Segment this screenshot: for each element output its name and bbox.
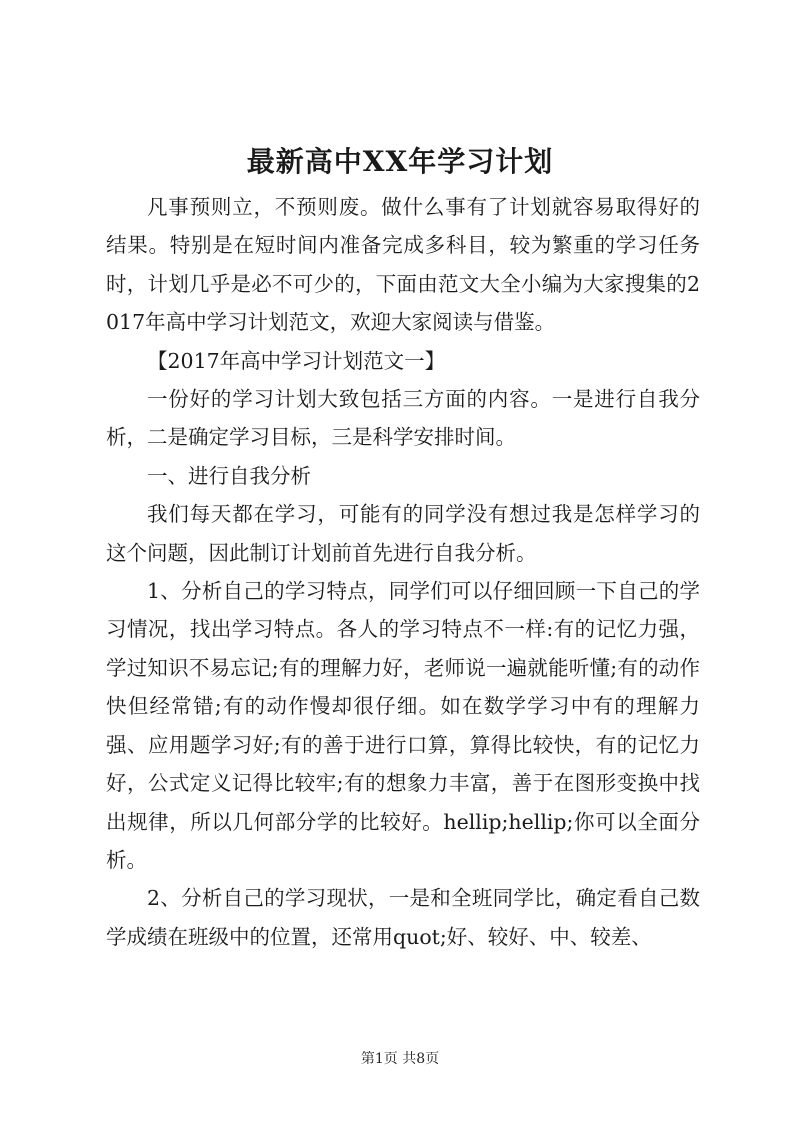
paragraph-intro: 凡事预则立，不预则废。做什么事有了计划就容易取得好的结果。特别是在短时间内准备完成多科目，较为繁重的学习任务时，计划几乎是必不可少的，下面由范文大全小编为大家搜集的2017年高中学习计划范文，欢迎大家阅读与借鉴。: [106, 195, 700, 335]
paragraph-overview: 一份好的学习计划大致包括三方面的内容。一是进行自我分析，二是确定学习目标，三是科学安排时间。: [106, 387, 700, 450]
document-body: [106, 188, 700, 956]
paragraph-self-analysis: 我们每天都在学习，可能有的同学没有想过我是怎样学习的这个问题，因此制订计划前首先进行自我分析。: [106, 502, 700, 565]
document-title: 最新高中XX年学习计划: [246, 145, 554, 178]
paragraph-point-2: 2、分析自己的学习现状，一是和全班同学比，确定看自己数学成绩在班级中的位置，还常用quot;好、较好、中、较差、: [106, 886, 700, 949]
paragraph-point-1: 1、分析自己的学习特点，同学们可以仔细回顾一下自己的学习情况，找出学习特点。各人的学习特点不一样:有的记忆力强，学过知识不易忘记;有的理解力好，老师说一遍就能听懂;有的动作快但经常错;有的动作慢却很仔细。如在数学学习中有的理解力强、应用题学习好;有的善于进行口算，算得比较快，有的记忆力好，公式定义记得比较牢;有的想象力丰富，善于在图形变换中找出规律，所以几何部分学的比较好。hellip;hellip;你可以全面分析。: [106, 579, 700, 872]
paragraph-subheading-self-analysis: 一、进行自我分析: [147, 463, 311, 488]
page-footer: 第1页 共8页: [360, 1051, 440, 1067]
paragraph-section-heading: 【2017年高中学习计划范文一】: [147, 348, 446, 373]
